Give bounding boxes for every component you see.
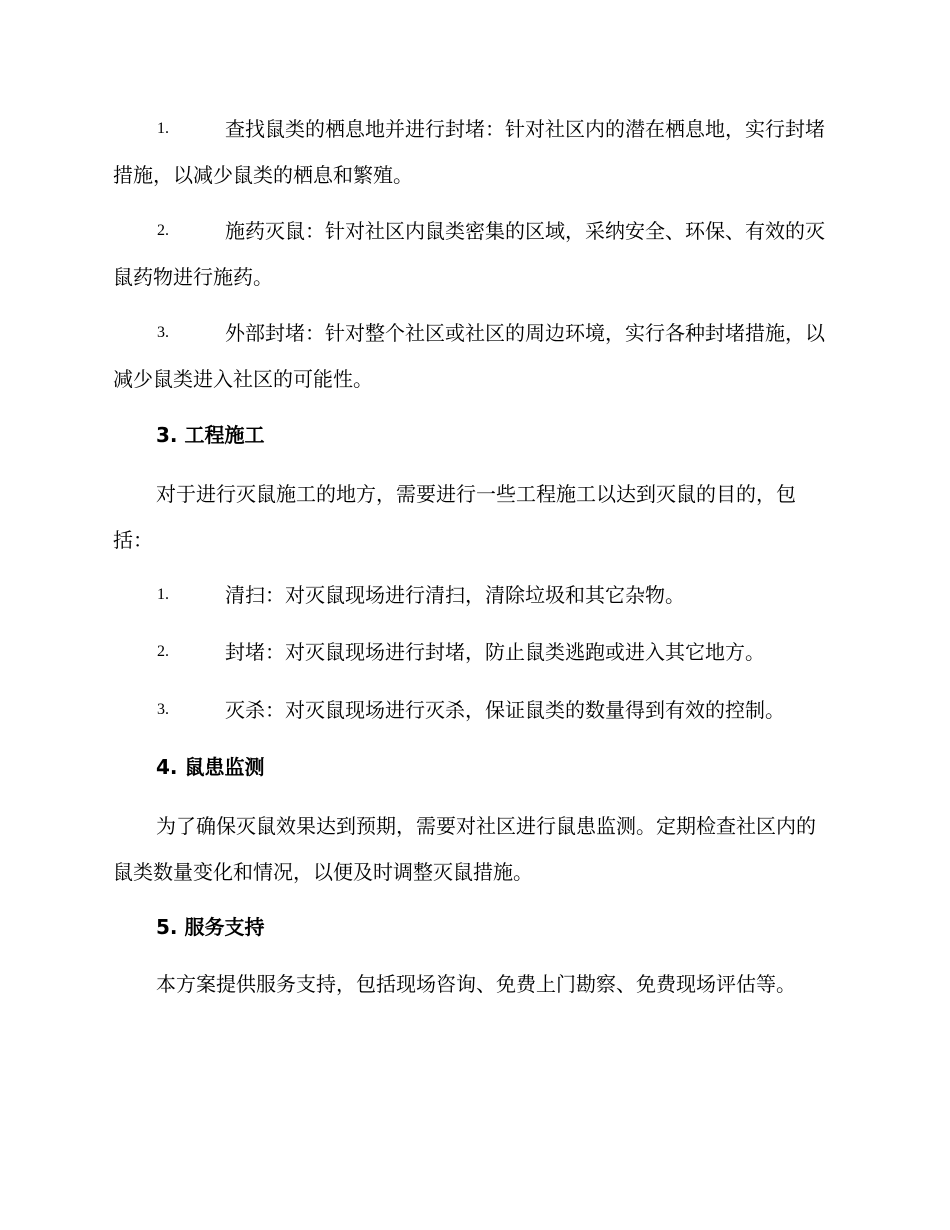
section-paragraph: 本方案提供服务支持，包括现场咨询、免费上门勘察、免费现场评估等。 <box>156 972 796 996</box>
list-text: 封堵：对灭鼠现场进行封堵，防止鼠类逃跑或进入其它地方。 <box>225 640 765 664</box>
list-number: 2. <box>157 222 169 239</box>
list-item <box>113 629 833 675</box>
list-text: 施药灭鼠：针对社区内鼠类密集的区域，采纳安全、环保、有效的灭鼠药物进行施药。 <box>113 219 825 289</box>
section-heading: 5. 服务支持 <box>156 915 265 939</box>
list-text: 清扫：对灭鼠现场进行清扫，清除垃圾和其它杂物。 <box>225 583 685 607</box>
list-number: 1. <box>157 120 169 137</box>
section-paragraph: 对于进行灭鼠施工的地方，需要进行一些工程施工以达到灭鼠的目的，包括： <box>113 482 796 552</box>
list-number: 2. <box>157 643 169 660</box>
section-heading: 3. 工程施工 <box>156 423 265 447</box>
list-item <box>113 572 833 618</box>
list-text: 外部封堵：针对整个社区或社区的周边环境，实行各种封堵措施，以减少鼠类进入社区的可能性。 <box>113 321 825 391</box>
list-item <box>113 106 833 198</box>
list-item <box>113 310 833 402</box>
list-text: 灭杀：对灭鼠现场进行灭杀，保证鼠类的数量得到有效的控制。 <box>225 698 785 722</box>
list-number: 3. <box>157 324 169 341</box>
section-heading: 4. 鼠患监测 <box>156 755 265 779</box>
list-number: 3. <box>157 701 169 718</box>
list-item <box>113 687 833 733</box>
list-text: 查找鼠类的栖息地并进行封堵：针对社区内的潜在栖息地，实行封堵措施，以减少鼠类的栖息和繁殖。 <box>113 117 825 187</box>
list-item <box>113 208 833 300</box>
section-paragraph: 为了确保灭鼠效果达到预期，需要对社区进行鼠患监测。定期检查社区内的鼠类数量变化和情况，以便及时调整灭鼠措施。 <box>113 814 816 884</box>
list-number: 1. <box>157 586 169 603</box>
